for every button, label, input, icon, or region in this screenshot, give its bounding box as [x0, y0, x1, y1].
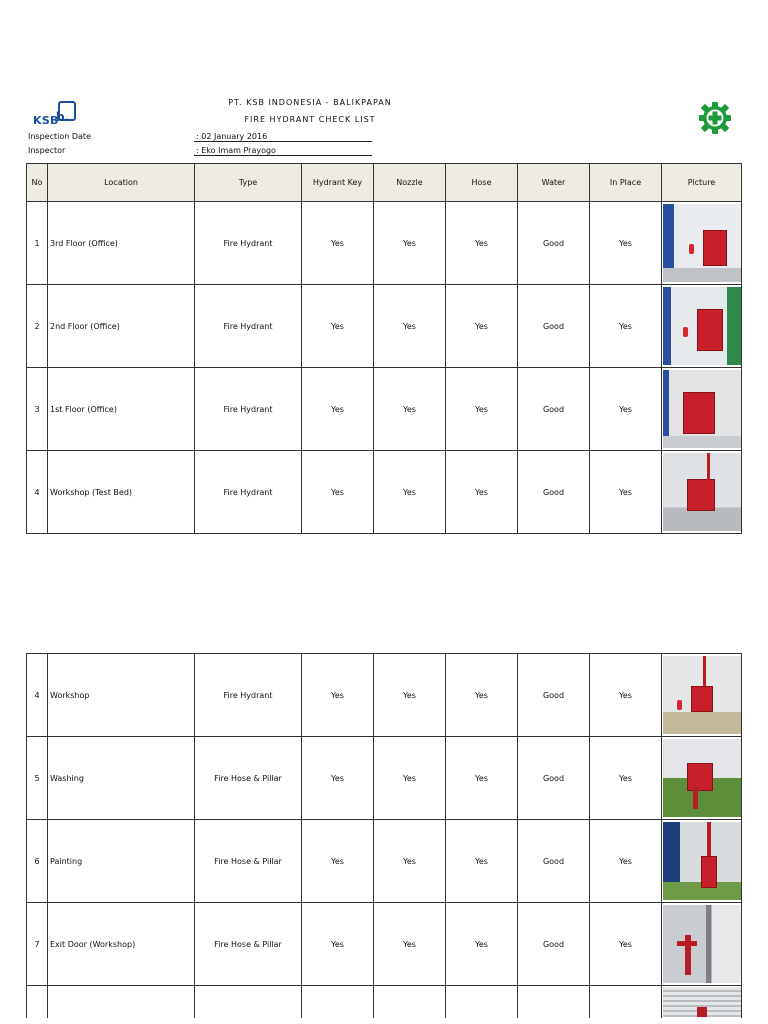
cell-no: 3 — [27, 368, 48, 451]
cell-type: Fire Hydrant — [195, 451, 302, 534]
cell-hydrant-key: Yes — [302, 737, 374, 820]
cell-location: 3rd Floor (Office) — [48, 202, 195, 285]
cell-nozzle: Yes — [374, 654, 446, 737]
table-row — [27, 820, 742, 903]
cell-hose: Yes — [446, 737, 518, 820]
cell-location — [48, 986, 195, 1019]
cell-hose — [446, 986, 518, 1019]
table-row — [27, 368, 742, 451]
cell-in-place: Yes — [590, 903, 662, 986]
cell-hydrant-key: Yes — [302, 451, 374, 534]
cell-nozzle: Yes — [374, 285, 446, 368]
cell-no: 2 — [27, 285, 48, 368]
cell-picture — [662, 285, 742, 368]
col-header-water: Water — [518, 164, 590, 202]
cell-location: Washing — [48, 737, 195, 820]
cell-nozzle: Yes — [374, 451, 446, 534]
hose-pillar-photo — [663, 822, 741, 900]
logo-text: KSB — [33, 114, 59, 127]
cell-water: Good — [518, 368, 590, 451]
table-row — [27, 654, 742, 737]
col-header-hose: Hose — [446, 164, 518, 202]
cell-no: 4 — [27, 451, 48, 534]
cell-picture — [662, 368, 742, 451]
cell-in-place: Yes — [590, 654, 662, 737]
cell-type — [195, 986, 302, 1019]
cell-type: Fire Hydrant — [195, 654, 302, 737]
col-header-hydrant-key: Hydrant Key — [302, 164, 374, 202]
col-header-type: Type — [195, 164, 302, 202]
cell-picture — [662, 903, 742, 986]
cell-hydrant-key: Yes — [302, 202, 374, 285]
table-row — [27, 737, 742, 820]
cell-water — [518, 986, 590, 1019]
hose-pillar-photo — [663, 905, 741, 983]
cell-water: Good — [518, 903, 590, 986]
cell-picture — [662, 737, 742, 820]
checklist-table-1 — [26, 163, 742, 534]
cell-water: Good — [518, 451, 590, 534]
cell-nozzle: Yes — [374, 368, 446, 451]
cell-nozzle: Yes — [374, 820, 446, 903]
cell-hose: Yes — [446, 285, 518, 368]
cell-location: Painting — [48, 820, 195, 903]
hydrant-cabinet-photo — [663, 204, 741, 282]
cell-in-place: Yes — [590, 451, 662, 534]
cell-hose: Yes — [446, 451, 518, 534]
col-header-in-place: In Place — [590, 164, 662, 202]
inspection-date-label: Inspection Date — [28, 132, 91, 141]
cell-hose: Yes — [446, 368, 518, 451]
cell-picture — [662, 654, 742, 737]
cell-no: 5 — [27, 737, 48, 820]
cell-nozzle — [374, 986, 446, 1019]
cell-picture — [662, 820, 742, 903]
cell-location: 2nd Floor (Office) — [48, 285, 195, 368]
hydrant-cabinet-photo — [663, 370, 741, 448]
cell-type: Fire Hose & Pillar — [195, 737, 302, 820]
logo-mark: b. — [56, 110, 70, 124]
cell-location: Workshop — [48, 654, 195, 737]
cell-hose: Yes — [446, 820, 518, 903]
cell-water: Good — [518, 737, 590, 820]
cell-type: Fire Hose & Pillar — [195, 903, 302, 986]
cell-type: Fire Hose & Pillar — [195, 820, 302, 903]
cell-water: Good — [518, 285, 590, 368]
cell-in-place: Yes — [590, 820, 662, 903]
table-header-row — [27, 164, 742, 202]
cell-no: 7 — [27, 903, 48, 986]
cell-picture — [662, 986, 742, 1019]
cell-water: Good — [518, 202, 590, 285]
hydrant-cabinet-photo — [663, 453, 741, 531]
hydrant-cabinet-photo — [663, 287, 741, 365]
cell-no — [27, 986, 48, 1019]
inspection-date-value: : 02 January 2016 — [194, 132, 372, 142]
cell-type: Fire Hydrant — [195, 285, 302, 368]
inspector-label: Inspector — [28, 146, 66, 155]
table-row — [27, 202, 742, 285]
table-row — [27, 986, 742, 1019]
cell-location: 1st Floor (Office) — [48, 368, 195, 451]
col-header-no: No — [27, 164, 48, 202]
cell-hydrant-key: Yes — [302, 903, 374, 986]
cell-nozzle: Yes — [374, 903, 446, 986]
document-title: FIRE HYDRANT CHECK LIST — [244, 115, 376, 124]
cell-hose: Yes — [446, 903, 518, 986]
hose-pillar-photo — [663, 987, 741, 1017]
cell-in-place: Yes — [590, 285, 662, 368]
company-name: PT. KSB INDONESIA - BALIKPAPAN — [228, 98, 392, 107]
table-row — [27, 285, 742, 368]
col-header-location: Location — [48, 164, 195, 202]
cell-in-place: Yes — [590, 737, 662, 820]
cell-hydrant-key: Yes — [302, 654, 374, 737]
cell-type: Fire Hydrant — [195, 202, 302, 285]
inspector-value: : Eko Imam Prayogo — [194, 146, 372, 156]
cell-nozzle: Yes — [374, 737, 446, 820]
table-row — [27, 451, 742, 534]
cell-water: Good — [518, 820, 590, 903]
cell-nozzle: Yes — [374, 202, 446, 285]
col-header-picture: Picture — [662, 164, 742, 202]
cell-location: Exit Door (Workshop) — [48, 903, 195, 986]
cell-water: Good — [518, 654, 590, 737]
cell-picture — [662, 451, 742, 534]
cell-in-place: Yes — [590, 368, 662, 451]
checklist-table-2 — [26, 653, 742, 1018]
cell-in-place — [590, 986, 662, 1019]
cell-type: Fire Hydrant — [195, 368, 302, 451]
cell-hydrant-key: Yes — [302, 820, 374, 903]
hydrant-cabinet-photo — [663, 656, 741, 734]
hose-pillar-photo — [663, 739, 741, 817]
cell-hydrant-key: Yes — [302, 285, 374, 368]
table-row — [27, 903, 742, 986]
cell-hose: Yes — [446, 654, 518, 737]
cell-in-place: Yes — [590, 202, 662, 285]
cell-no: 6 — [27, 820, 48, 903]
cell-no: 1 — [27, 202, 48, 285]
cell-hose: Yes — [446, 202, 518, 285]
cell-location: Workshop (Test Bed) — [48, 451, 195, 534]
cell-no: 4 — [27, 654, 48, 737]
col-header-nozzle: Nozzle — [374, 164, 446, 202]
cell-hydrant-key — [302, 986, 374, 1019]
cell-hydrant-key: Yes — [302, 368, 374, 451]
cell-picture — [662, 202, 742, 285]
green-gear-cross-icon — [696, 101, 734, 135]
